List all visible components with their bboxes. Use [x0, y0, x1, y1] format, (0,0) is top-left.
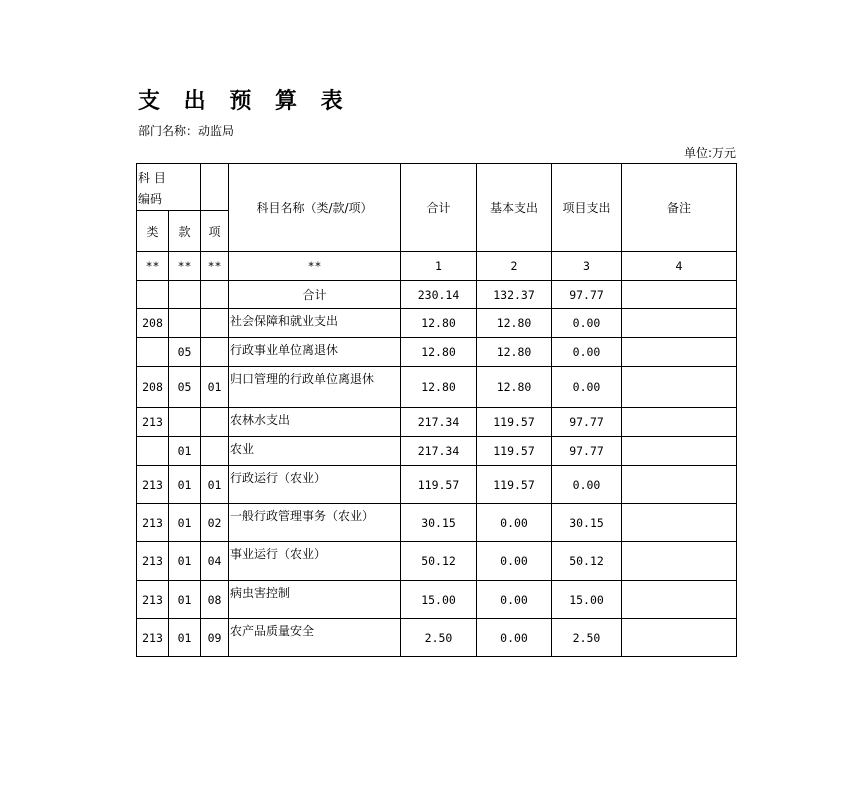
- cell-name: 农产品质量安全: [229, 619, 401, 657]
- cell-xiang: 01: [201, 466, 229, 504]
- cell-name: 归口管理的行政单位离退休: [229, 367, 401, 408]
- cell-kuan: 01: [169, 542, 201, 581]
- cell-project: 2.50: [552, 619, 622, 657]
- cell-remark: [622, 466, 737, 504]
- table-row: [137, 309, 737, 338]
- table-row: [137, 437, 737, 466]
- cell-lei: 213: [137, 408, 169, 437]
- header-code-line2: 编码: [138, 192, 163, 206]
- cell-total: 230.14: [401, 281, 477, 309]
- index-cell: **: [169, 252, 201, 281]
- table-row: [137, 504, 737, 542]
- table-row: [137, 367, 737, 408]
- index-cell: 2: [477, 252, 552, 281]
- cell-remark: [622, 619, 737, 657]
- cell-total: 217.34: [401, 437, 477, 466]
- cell-project: 0.00: [552, 309, 622, 338]
- cell-lei: 213: [137, 466, 169, 504]
- cell-remark: [622, 408, 737, 437]
- header-kuan: 款: [169, 211, 201, 252]
- cell-lei: 213: [137, 581, 169, 619]
- header-basic: 基本支出: [477, 164, 552, 252]
- cell-xiang: [201, 408, 229, 437]
- cell-total: 30.15: [401, 504, 477, 542]
- cell-xiang: [201, 309, 229, 338]
- table-row: [137, 581, 737, 619]
- table-row: [137, 281, 737, 309]
- cell-kuan: 01: [169, 437, 201, 466]
- cell-lei: [137, 338, 169, 367]
- cell-total: 15.00: [401, 581, 477, 619]
- cell-basic: 12.80: [477, 338, 552, 367]
- header-project: 项目支出: [552, 164, 622, 252]
- cell-basic: 12.80: [477, 309, 552, 338]
- budget-table: [136, 163, 737, 657]
- index-cell: **: [229, 252, 401, 281]
- cell-name: 社会保障和就业支出: [229, 309, 401, 338]
- cell-kuan: 05: [169, 338, 201, 367]
- cell-project: 30.15: [552, 504, 622, 542]
- cell-basic: 0.00: [477, 542, 552, 581]
- cell-lei: [137, 281, 169, 309]
- cell-total: 217.34: [401, 408, 477, 437]
- cell-name: 病虫害控制: [229, 581, 401, 619]
- cell-project: 97.77: [552, 437, 622, 466]
- cell-xiang: [201, 338, 229, 367]
- cell-lei: 213: [137, 619, 169, 657]
- cell-basic: 0.00: [477, 619, 552, 657]
- cell-name: 农林水支出: [229, 408, 401, 437]
- index-cell: **: [137, 252, 169, 281]
- cell-xiang: [201, 281, 229, 309]
- index-cell: 3: [552, 252, 622, 281]
- cell-kuan: 05: [169, 367, 201, 408]
- cell-kuan: 01: [169, 466, 201, 504]
- cell-remark: [622, 338, 737, 367]
- cell-lei: 213: [137, 542, 169, 581]
- cell-lei: 213: [137, 504, 169, 542]
- cell-xiang: 02: [201, 504, 229, 542]
- cell-project: 97.77: [552, 281, 622, 309]
- cell-total: 2.50: [401, 619, 477, 657]
- header-total: 合计: [401, 164, 477, 252]
- table-row: [137, 408, 737, 437]
- index-cell: **: [201, 252, 229, 281]
- cell-basic: 0.00: [477, 581, 552, 619]
- cell-lei: 208: [137, 367, 169, 408]
- cell-lei: [137, 437, 169, 466]
- cell-total: 12.80: [401, 309, 477, 338]
- cell-name: 行政运行（农业）: [229, 466, 401, 504]
- header-remark: 备注: [622, 164, 737, 252]
- index-cell: 1: [401, 252, 477, 281]
- cell-xiang: 04: [201, 542, 229, 581]
- table-row: [137, 542, 737, 581]
- cell-remark: [622, 504, 737, 542]
- cell-total: 50.12: [401, 542, 477, 581]
- cell-total: 12.80: [401, 338, 477, 367]
- header-blank: [201, 164, 229, 211]
- index-cell: 4: [622, 252, 737, 281]
- cell-kuan: [169, 281, 201, 309]
- cell-lei: 208: [137, 309, 169, 338]
- cell-remark: [622, 581, 737, 619]
- table-row: [137, 619, 737, 657]
- cell-project: 0.00: [552, 338, 622, 367]
- cell-project: 97.77: [552, 408, 622, 437]
- cell-xiang: [201, 437, 229, 466]
- index-row: [137, 252, 737, 281]
- cell-basic: 132.37: [477, 281, 552, 309]
- cell-project: 0.00: [552, 367, 622, 408]
- cell-remark: [622, 367, 737, 408]
- cell-project: 15.00: [552, 581, 622, 619]
- cell-xiang: 08: [201, 581, 229, 619]
- header-code-group: [137, 164, 201, 211]
- cell-name: 一般行政管理事务（农业）: [229, 504, 401, 542]
- header-xiang: 项: [201, 211, 229, 252]
- cell-remark: [622, 281, 737, 309]
- page-title: 支 出 预 算 表: [138, 88, 351, 114]
- cell-name: 事业运行（农业）: [229, 542, 401, 581]
- cell-basic: 0.00: [477, 504, 552, 542]
- department-name: 部门名称：动监局: [138, 124, 235, 138]
- cell-total: 119.57: [401, 466, 477, 504]
- cell-remark: [622, 542, 737, 581]
- cell-remark: [622, 309, 737, 338]
- cell-project: 0.00: [552, 466, 622, 504]
- table-row: [137, 466, 737, 504]
- cell-name: 农业: [229, 437, 401, 466]
- cell-kuan: 01: [169, 619, 201, 657]
- cell-basic: 119.57: [477, 437, 552, 466]
- cell-xiang: 09: [201, 619, 229, 657]
- table-row: [137, 338, 737, 367]
- cell-basic: 119.57: [477, 408, 552, 437]
- cell-total: 12.80: [401, 367, 477, 408]
- cell-project: 50.12: [552, 542, 622, 581]
- cell-basic: 12.80: [477, 367, 552, 408]
- cell-basic: 119.57: [477, 466, 552, 504]
- header-name: 科目名称（类/款/项）: [229, 164, 401, 252]
- cell-kuan: [169, 408, 201, 437]
- cell-xiang: 01: [201, 367, 229, 408]
- cell-name: 行政事业单位离退休: [229, 338, 401, 367]
- cell-kuan: 01: [169, 581, 201, 619]
- cell-kuan: [169, 309, 201, 338]
- header-code-line1: 科 目: [138, 171, 166, 185]
- cell-remark: [622, 437, 737, 466]
- header-lei: 类: [137, 211, 169, 252]
- unit-label: 单位:万元: [683, 146, 736, 160]
- cell-kuan: 01: [169, 504, 201, 542]
- cell-name: 合计: [229, 281, 401, 309]
